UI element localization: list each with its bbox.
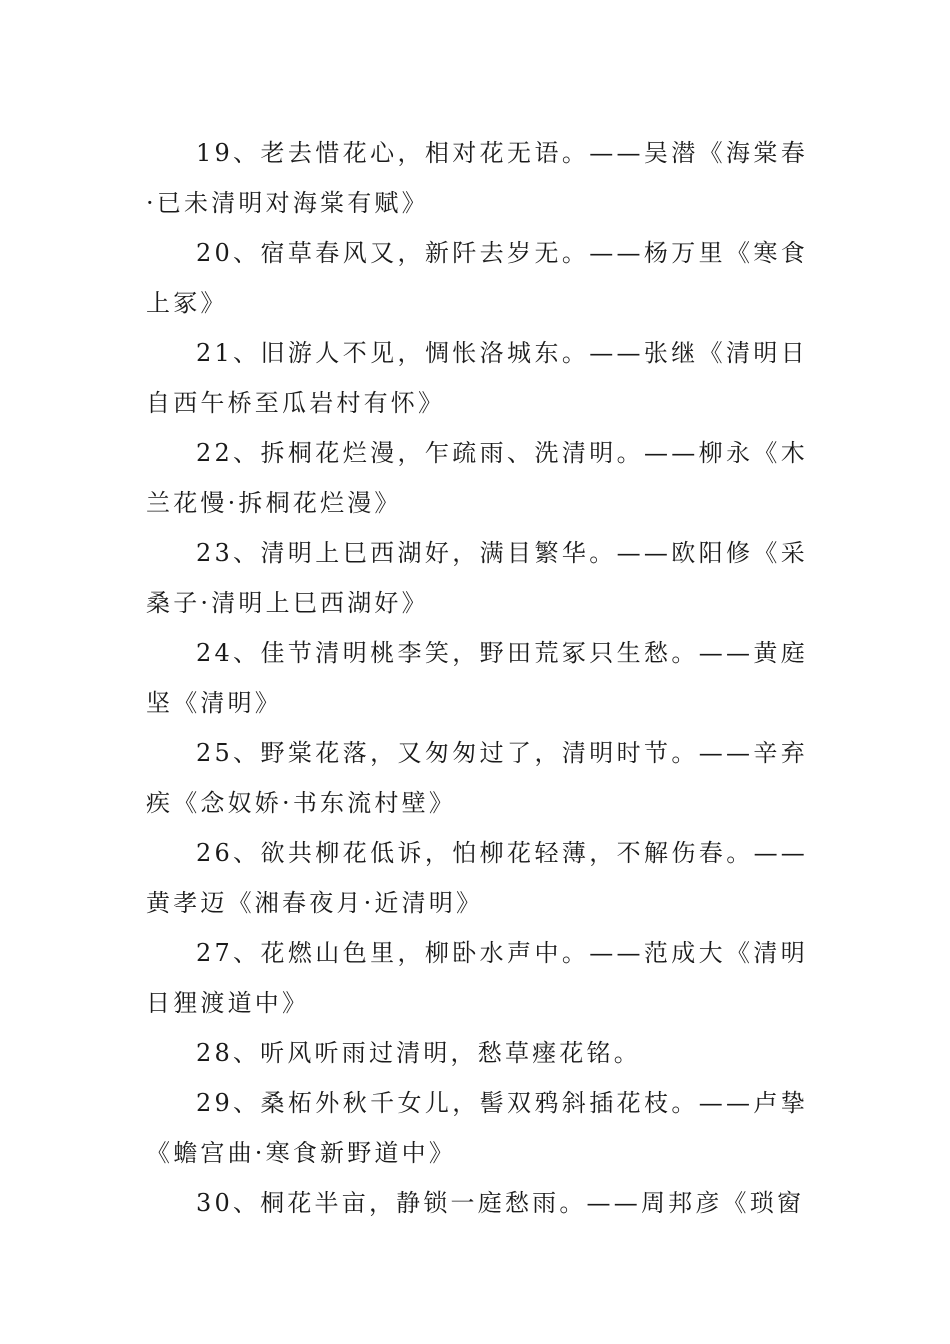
list-item (146, 328, 808, 428)
list-item (146, 628, 808, 728)
list-item (146, 128, 808, 228)
list-item (146, 828, 808, 928)
entry-text: 28、听风听雨过清明，愁草瘗花铭。 (196, 1039, 641, 1067)
entry-text: 27、花燃山色里，柳卧水声中。——范成大《清明日狸渡道中》 (146, 939, 808, 1017)
entry-text: 23、清明上巳西湖好，满目繁华。——欧阳修《采桑子·清明上巳西湖好》 (146, 539, 808, 617)
entry-text: 19、老去惜花心，相对花无语。——吴潜《海棠春·已未清明对海棠有赋》 (146, 139, 808, 217)
entry-text: 21、旧游人不见，惆怅洛城东。——张继《清明日自西午桥至瓜岩村有怀》 (146, 339, 808, 417)
list-item (146, 728, 808, 828)
list-item (146, 928, 808, 1028)
poem-list (146, 128, 808, 1228)
list-item (146, 1178, 808, 1228)
entry-text: 22、拆桐花烂漫，乍疏雨、洗清明。——柳永《木兰花慢·拆桐花烂漫》 (146, 439, 808, 517)
list-item (146, 1028, 808, 1078)
list-item (146, 528, 808, 628)
list-item (146, 428, 808, 528)
entry-text: 30、桐花半亩，静锁一庭愁雨。——周邦彦《琐窗 (196, 1189, 805, 1217)
list-item (146, 228, 808, 328)
list-item (146, 1078, 808, 1178)
entry-text: 24、佳节清明桃李笑，野田荒冢只生愁。——黄庭坚《清明》 (146, 639, 808, 717)
entry-text: 25、野棠花落，又匆匆过了，清明时节。——辛弃疾《念奴娇·书东流村壁》 (146, 739, 808, 817)
entry-text: 26、欲共柳花低诉，怕柳花轻薄，不解伤春。——黄孝迈《湘春夜月·近清明》 (146, 839, 808, 917)
entry-text: 29、桑柘外秋千女儿，髻双鸦斜插花枝。——卢挚《蟾宫曲·寒食新野道中》 (146, 1089, 808, 1167)
entry-text: 20、宿草春风又，新阡去岁无。——杨万里《寒食上冢》 (146, 239, 808, 317)
